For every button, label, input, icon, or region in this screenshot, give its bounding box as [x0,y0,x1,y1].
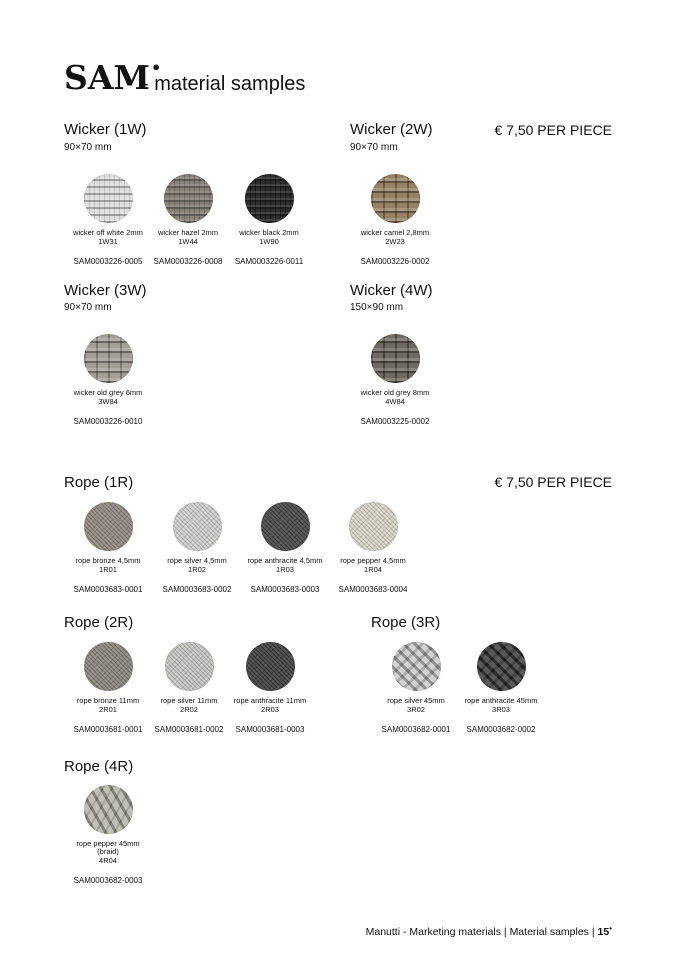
swatch-rope-bronze-11mm [65,642,151,735]
swatch-rope-silver-11mm [146,642,232,735]
sample-image [349,502,398,551]
section-title-rope-3r: Rope (3R) [371,614,441,631]
swatch-code: 2R03 [261,705,279,714]
logo-text: SAM [64,58,150,97]
swatch-rope-bronze-4-5mm [65,502,151,595]
swatch-label: wicker camel 2,8mm [360,228,430,237]
swatch-rope-pepper-4-5mm [330,502,416,595]
sample-image [84,334,133,383]
swatch-wicker-old-grey-8mm [352,334,438,427]
sample-image [477,642,526,691]
swatch-code: 3R03 [492,705,510,714]
section-dims-wicker-1w: 90×70 mm [64,142,112,153]
sample-image [84,502,133,551]
swatch-reference: SAM0003682-0001 [381,725,451,734]
swatch-code: 1R03 [276,565,294,574]
swatch-reference: SAM0003226-0010 [73,417,143,426]
swatch-code: 4R04 [99,856,117,865]
footer-text: Manutti - Marketing materials | Material samples | [365,926,595,938]
swatch-reference: SAM0003683-0004 [338,585,408,594]
sample-image [165,642,214,691]
sample-image [261,502,310,551]
logo-dot: • [150,58,162,77]
swatch-reference: SAM0003681-0001 [73,725,143,734]
swatch-label: rope pepper 4,5mm [340,556,406,565]
swatch-rope-pepper-braid [65,785,151,886]
sample-image [84,174,133,223]
sample-image [84,785,133,834]
swatch-reference: SAM0003681-0003 [235,725,305,734]
swatch-code: 3R02 [407,705,425,714]
swatch-label: rope silver 11mm [160,696,218,705]
page-footer [366,925,612,940]
swatch-rope-silver-45mm [373,642,459,735]
section-title-wicker-1w: Wicker (1W) [64,121,147,138]
section-dims-wicker-3w: 90×70 mm [64,302,112,313]
sample-image [164,174,213,223]
sample-image [84,642,133,691]
page-number: 15 [597,926,610,938]
sample-image [245,174,294,223]
swatch-reference: SAM0003683-0001 [73,585,143,594]
swatch-reference: SAM0003681-0002 [154,725,224,734]
rope-price: € 7,50 PER PIECE [494,474,612,490]
section-dims-wicker-4w: 150×90 mm [350,302,404,313]
swatch-reference: SAM0003682-0003 [73,876,143,885]
swatch-code: 4W84 [385,397,405,406]
sample-image [371,334,420,383]
swatch-code: 2W23 [385,237,405,246]
swatch-wicker-black [226,174,312,267]
swatch-code: 1W90 [259,237,279,246]
swatch-rope-anthracite-45mm [458,642,544,735]
swatch-reference: SAM0003226-0002 [360,257,430,266]
swatch-rope-anthracite-4-5mm [242,502,328,595]
footer-dot: • [609,924,612,933]
swatch-code: 1R01 [99,565,117,574]
swatch-label: wicker black 2mm [239,228,299,237]
swatch-reference: SAM0003683-0002 [162,585,232,594]
swatch-label: wicker off white 2mm [73,228,143,237]
swatch-label: rope silver 45mm [387,696,445,705]
swatch-rope-anthracite-11mm [227,642,313,735]
swatch-reference: SAM0003225-0002 [360,417,430,426]
swatch-label: rope pepper 45mm (braid) [76,839,140,856]
swatch-code: 2R01 [99,705,117,714]
swatch-code: 1R04 [364,565,382,574]
section-title-rope-4r: Rope (4R) [64,758,134,775]
swatch-reference: SAM0003226-0008 [153,257,223,266]
swatch-label: rope anthracite 11mm [233,696,307,705]
section-dims-wicker-2w: 90×70 mm [350,142,398,153]
swatch-label: rope bronze 11mm [76,696,140,705]
sample-image [392,642,441,691]
swatch-label: rope anthracite 4,5mm [247,556,323,565]
swatch-wicker-old-grey-6mm [65,334,151,427]
swatch-reference: SAM0003226-0011 [234,257,304,266]
sample-image [173,502,222,551]
sample-image [371,174,420,223]
swatch-label: rope anthracite 45mm [464,696,538,705]
swatch-code: 2R02 [180,705,198,714]
wicker-price: € 7,50 PER PIECE [494,122,612,138]
page-title: - material samples [142,73,306,95]
swatch-label: rope bronze 4,5mm [75,556,141,565]
section-title-rope-2r: Rope (2R) [64,614,134,631]
swatch-rope-silver-4-5mm [154,502,240,595]
sample-image [246,642,295,691]
swatch-wicker-camel [352,174,438,267]
swatch-code: 3W84 [98,397,118,406]
swatch-label: wicker old grey 6mm [73,388,143,397]
swatch-reference: SAM0003682-0002 [466,725,536,734]
section-title-rope-1r: Rope (1R) [64,474,134,491]
swatch-code: 1W44 [178,237,198,246]
section-title-wicker-3w: Wicker (3W) [64,282,147,299]
swatch-label: wicker hazel 2mm [157,228,218,237]
swatch-wicker-off-white [65,174,151,267]
swatch-label: wicker old grey 8mm [360,388,430,397]
swatch-code: 1R02 [188,565,206,574]
swatch-label: rope silver 4,5mm [167,556,227,565]
section-title-wicker-2w: Wicker (2W) [350,121,433,138]
swatch-reference: SAM0003226-0005 [73,257,143,266]
swatch-wicker-hazel [145,174,231,267]
section-title-wicker-4w: Wicker (4W) [350,282,433,299]
swatch-reference: SAM0003683-0003 [250,585,320,594]
swatch-code: 1W31 [98,237,118,246]
